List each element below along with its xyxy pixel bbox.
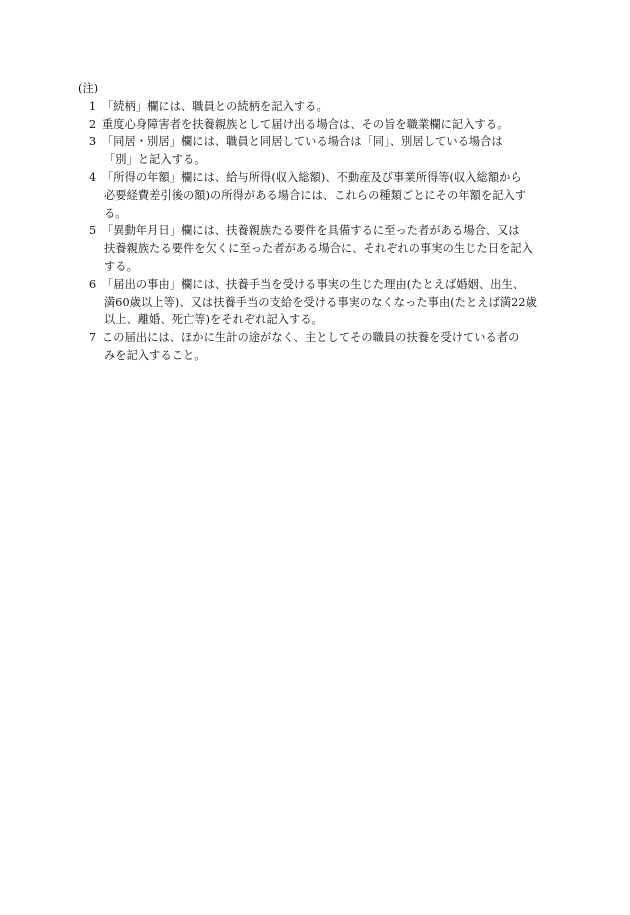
note-text-line: 「所得の年額」欄には、給与所得(収入総額)、不動産及び事業所得等(収入総額から — [102, 170, 522, 184]
note-text-line: この届出には、ほかに生計の途がなく、主としてその職員の扶養を受けている者の — [102, 331, 520, 345]
note-item-7 — [78, 329, 558, 365]
note-item-1 — [78, 98, 558, 116]
note-text-line: 「届出の事由」欄には、扶養手当を受ける事実の生じた理由(たとえば婚姻、出生、 — [102, 277, 525, 291]
note-text-line: 満60歳以上等)、又は扶養手当の支給を受ける事実のなくなった事由(たとえば満22歳 — [104, 295, 537, 309]
note-text-line: する。 — [104, 259, 138, 273]
note-number: 1 — [89, 99, 97, 113]
note-text-line: 「同居・別居」欄には、職員と同居している場合は「同」、別居している場合は — [102, 135, 503, 149]
note-number: 4 — [89, 170, 97, 184]
note-number: 6 — [89, 277, 97, 291]
note-number: 2 — [89, 117, 97, 131]
note-number: 3 — [89, 135, 97, 149]
note-text-line: 扶養親族たる要件を欠くに至った者がある場合に、それぞれの事実の生じた日を記入 — [104, 242, 533, 256]
note-item-3 — [78, 133, 558, 169]
note-item-2 — [78, 116, 558, 134]
note-item-5 — [78, 222, 558, 275]
note-item-6 — [78, 276, 558, 329]
note-text-line: 必要経費差引後の額)の所得がある場合には、これらの種類ごとにその年額を記入す — [104, 188, 527, 202]
note-text-line: 「異動年月日」欄には、扶養親族たる要件を具備するに至った者がある場合、又は — [102, 224, 520, 238]
note-text-line: る。 — [104, 206, 127, 220]
note-text-line: 以上、離婚、死亡等)をそれぞれ記入する。 — [104, 313, 323, 327]
note-text-line: みを記入すること。 — [104, 348, 206, 362]
note-item-4 — [78, 169, 558, 222]
notes-heading: (注) — [78, 82, 99, 95]
note-number: 5 — [89, 224, 97, 238]
note-list — [78, 98, 558, 365]
notes-section — [78, 80, 558, 365]
note-text-line: 「別」と記入する。 — [104, 153, 206, 167]
note-number: 7 — [89, 331, 97, 345]
note-text-line: 「続柄」欄には、職員との続柄を記入する。 — [102, 99, 328, 113]
note-text-line: 重度心身障害者を扶養親族として届け出る場合は、その旨を職業欄に記入する。 — [102, 117, 509, 131]
